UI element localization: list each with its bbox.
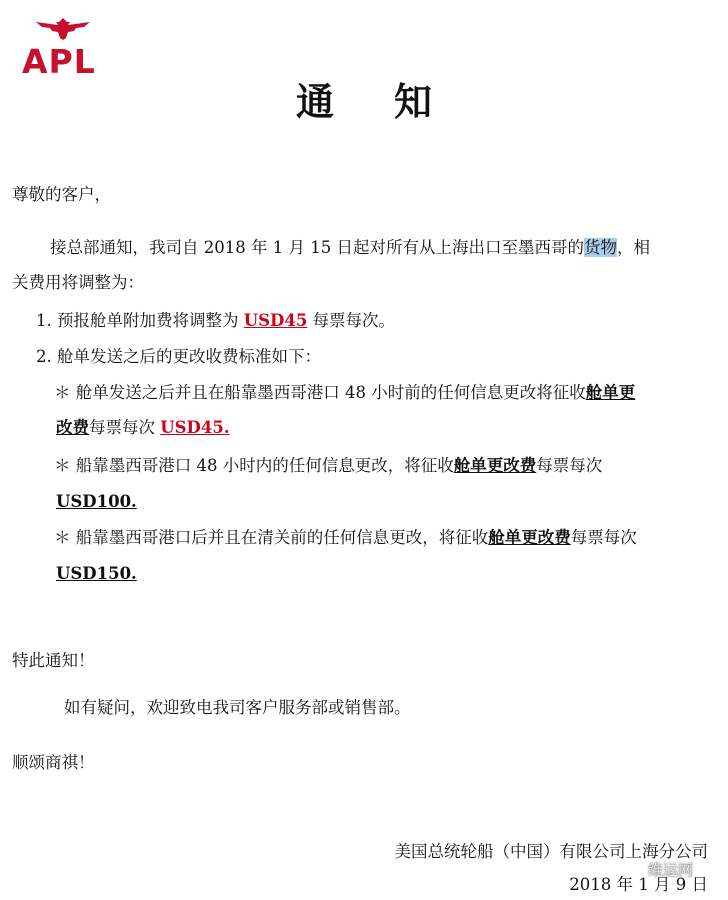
fee-amount: USD100. [56,492,137,511]
bullet-2-text: ＊ 船靠墨西哥港口 48 小时内的任何信息更改，将征收 [54,456,454,475]
intro-text: 接总部通知，我司自 2018 年 1 月 15 日起对所有从上海出口至墨西哥的 [50,238,584,257]
bullet-3-line-2 [56,563,137,585]
watermark [622,858,728,882]
bullet-2-line-1 [54,455,602,477]
fee-name-end: 改费 [56,418,89,437]
bullet-3-suffix: 每票每次 [570,528,637,547]
watermark-text: 维运网 [648,861,694,879]
contact-line: 如有疑问，欢迎致电我司客户服务部或销售部。 [64,698,411,717]
bullet-2-suffix: 每票每次 [536,456,603,475]
intro-line-1 [50,237,650,259]
notice-line: 特此通知！ [12,651,95,670]
fee-name: 舱单更改费 [453,456,537,475]
wechat-icon [622,862,644,879]
fee-amount: USD45. [160,418,230,437]
closing-line: 顺颂商祺！ [12,753,95,772]
list-item-1-suffix: 每票每次。 [307,311,396,330]
document-date: 2018 年 1 月 9 日 [569,875,708,894]
apl-logo [22,16,104,80]
bullet-3-line-1 [54,527,637,549]
fee-amount: USD45 [243,311,308,330]
fee-name: 舱单更改费 [488,528,571,547]
bullet-1-line-1 [54,382,635,404]
page-title: 通知 [295,80,492,124]
fee-amount: USD150. [56,564,137,583]
logo-text: APL [22,42,96,81]
greeting: 尊敬的客户， [12,185,111,204]
intro-line-2: 关费用将调整为： [12,273,144,292]
fee-name: 舱单更 [585,383,636,402]
intro-text-end: ，相 [616,238,650,257]
list-item-2: 2. 舱单发送之后的更改收费标准如下： [36,347,321,366]
bullet-3-text: ＊ 船靠墨西哥港口后并且在清关前的任何信息更改，将征收 [54,528,489,547]
list-item-1-text: 1. 预报舱单附加费将调整为 [36,311,244,330]
bullet-1-text: ＊ 舱单发送之后并且在船靠墨西哥港口 48 小时前的任何信息更改将征收 [54,383,586,402]
bullet-1-suffix: 每票每次 [89,418,161,437]
company-name: 美国总统轮船（中国）有限公司上海分公司 [394,842,708,861]
eagle-icon [34,16,92,40]
highlighted-text: 货物 [583,238,617,257]
list-item-1 [36,310,395,332]
bullet-1-line-2 [56,417,230,439]
bullet-2-line-2 [56,491,137,513]
